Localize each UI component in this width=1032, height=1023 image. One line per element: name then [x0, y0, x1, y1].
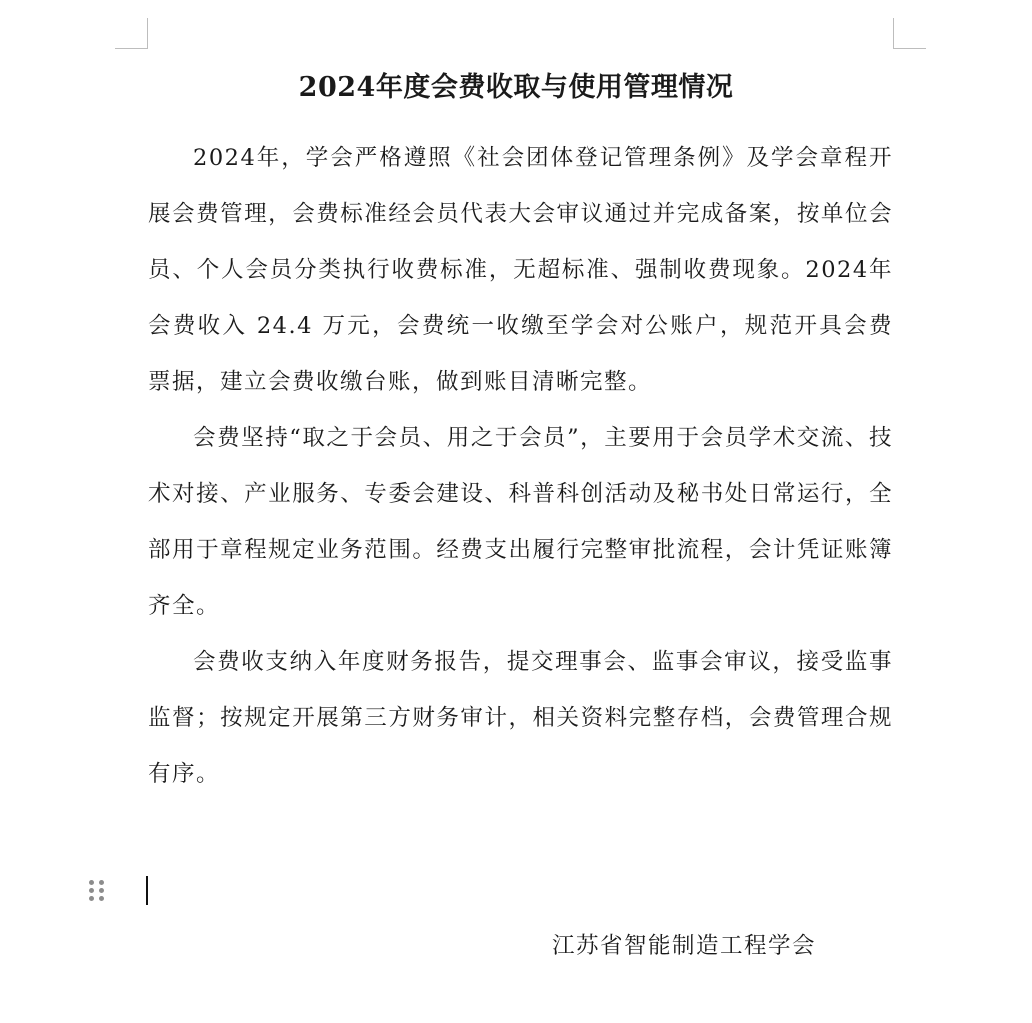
- paragraph-1[interactable]: 2024年，学会严格遵照《社会团体登记管理条例》及学会章程开展会费管理，会费标准经会员代表大会审议通过并完成备案，按单位会员、个人会员分类执行收费标准，无超标准、强制收费现象。2024年会费收入 24.4 万元，会费统一收缴至学会对公账户，规范开具会费票据，建立会费收缴台账，做到账目清晰完整。: [148, 145, 893, 395]
- drag-handle-dot: [89, 888, 94, 893]
- drag-handle-dot: [99, 888, 104, 893]
- paragraph-2[interactable]: 会费坚持“取之于会员、用之于会员”，主要用于会员学术交流、技术对接、产业服务、专委会建设、科普科创活动及秘书处日常运行，全部用于章程规定业务范围。经费支出履行完整审批流程，会计凭证账簿齐全。: [148, 425, 893, 619]
- drag-handle-dot: [99, 880, 104, 885]
- drag-handle-dot: [89, 896, 94, 901]
- drag-handle-dot: [99, 896, 104, 901]
- document-body[interactable]: [148, 130, 893, 802]
- page-corner-mark-top-left: [115, 18, 148, 49]
- drag-handle-icon[interactable]: [89, 880, 105, 902]
- page-corner-mark-top-right: [893, 18, 926, 49]
- paragraph-3[interactable]: 会费收支纳入年度财务报告，提交理事会、监事会审议，接受监事监督；按规定开展第三方财务审计，相关资料完整存档，会费管理合规有序。: [148, 649, 893, 787]
- text-cursor: [146, 876, 148, 905]
- document-title: 2024年度会费收取与使用管理情况: [298, 72, 734, 103]
- signature-organization: 江苏省智能制造工程学会: [552, 933, 817, 959]
- drag-handle-dot: [89, 880, 94, 885]
